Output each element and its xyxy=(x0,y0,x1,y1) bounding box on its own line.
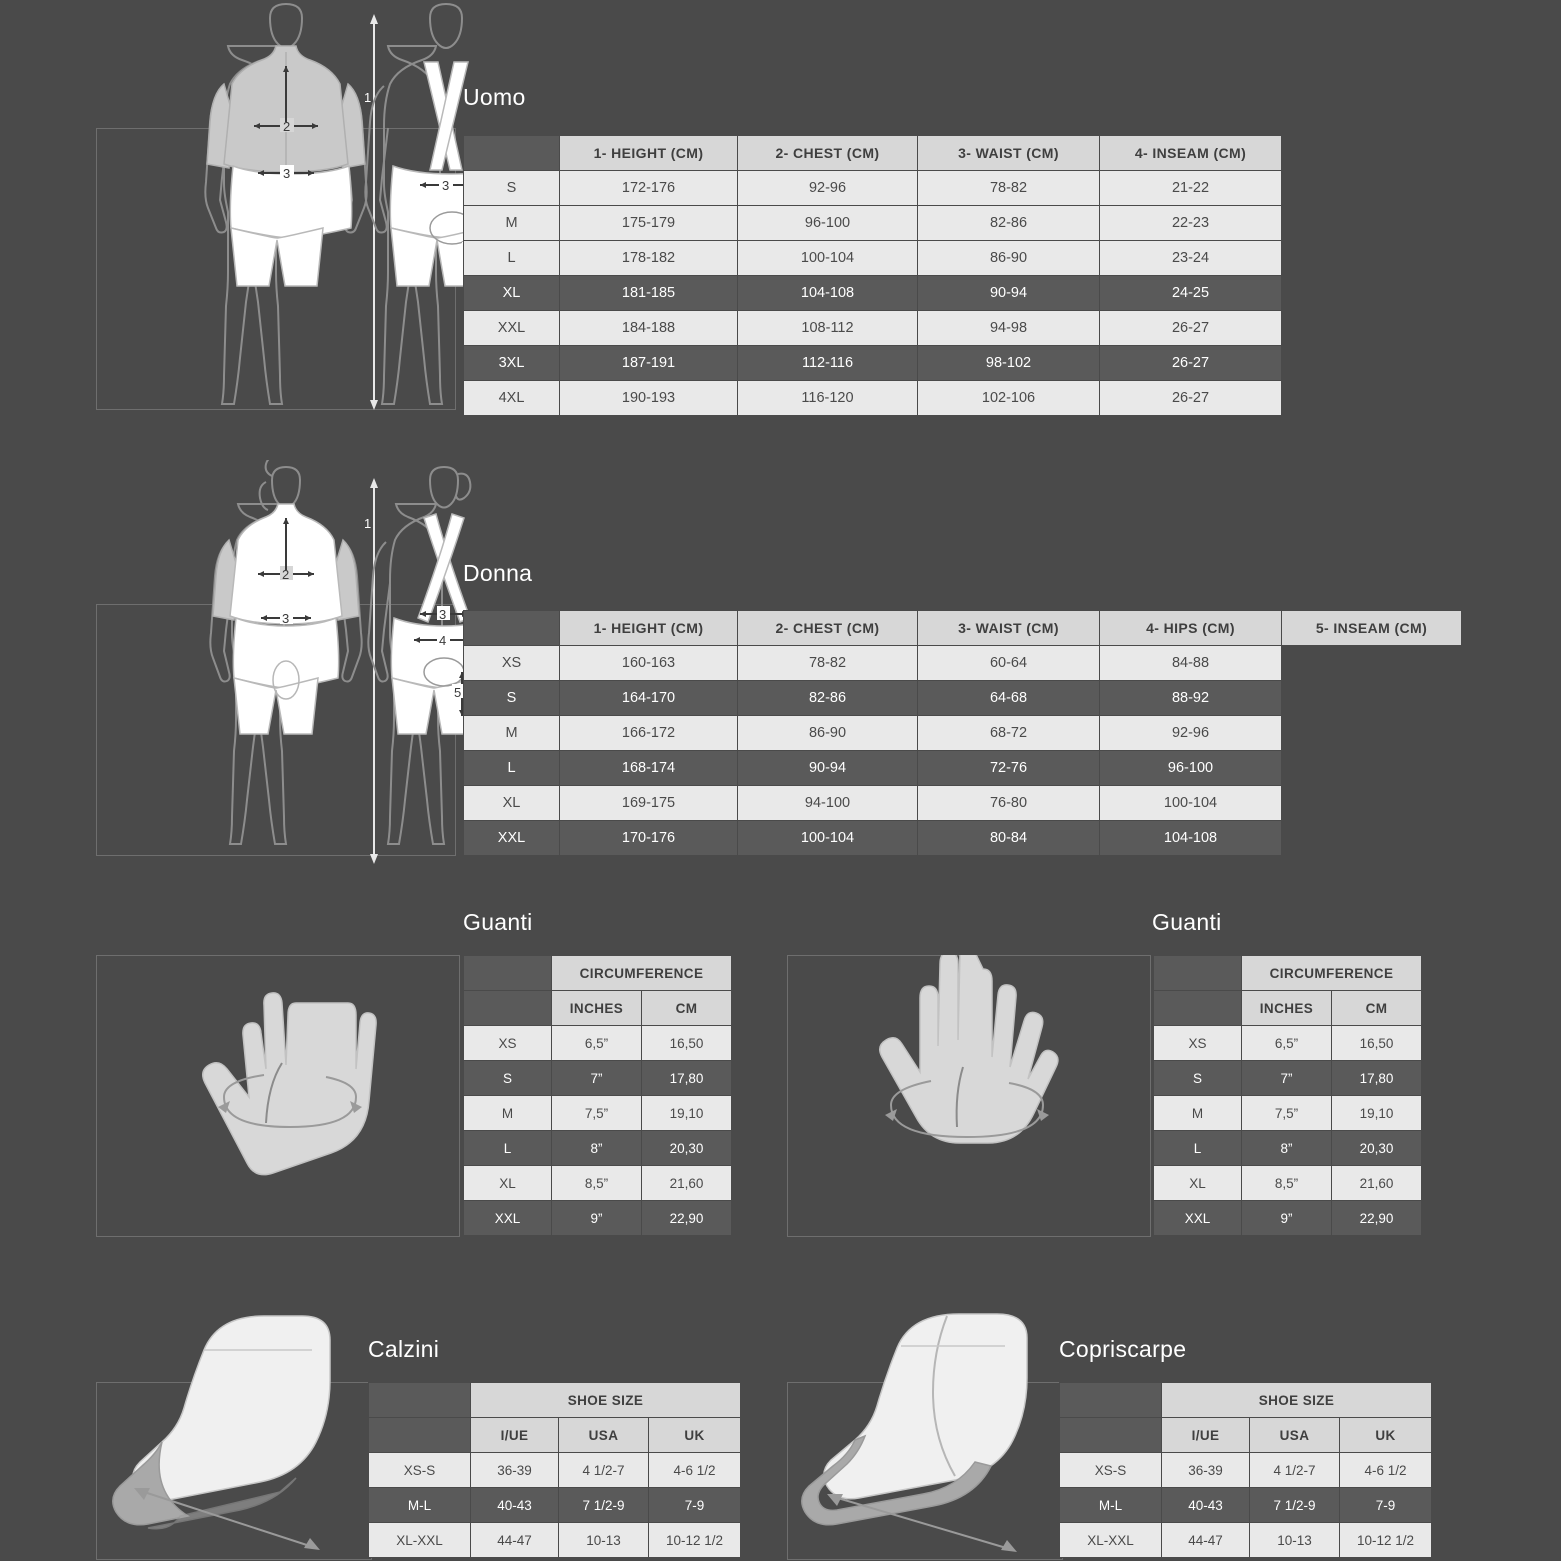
row-cell: 82-86 xyxy=(738,681,918,716)
row-size: M xyxy=(464,1096,552,1131)
row-size: L xyxy=(464,241,560,276)
row-cell: 96-100 xyxy=(738,206,918,241)
donna-figure xyxy=(96,460,496,880)
uomo-header-2: 2- CHEST (CM) xyxy=(738,136,918,171)
calzini-header-usa: USA xyxy=(559,1418,649,1453)
copriscarpe-header-iue: I/UE xyxy=(1162,1418,1250,1453)
row-cell: 22,90 xyxy=(1332,1201,1422,1236)
row-cell: 10-13 xyxy=(1250,1523,1340,1558)
row-cell: 7” xyxy=(552,1061,642,1096)
row-cell: 98-102 xyxy=(918,346,1100,381)
row-size: 4XL xyxy=(464,381,560,416)
table-row xyxy=(464,1026,732,1061)
row-size: XL xyxy=(1154,1166,1242,1201)
uomo-header-1: 1- HEIGHT (CM) xyxy=(560,136,738,171)
table-row xyxy=(369,1488,741,1523)
uomo-figure xyxy=(96,0,496,420)
guanti-right-header-cm: CM xyxy=(1332,991,1422,1026)
table-row xyxy=(464,346,1282,381)
table-row xyxy=(464,1201,732,1236)
row-cell: 22,90 xyxy=(642,1201,732,1236)
uomo-number-3: 3 xyxy=(283,166,291,181)
uomo-number-3b: 3 xyxy=(442,178,450,193)
uomo-title: Uomo xyxy=(463,84,526,110)
uomo-height-arrow xyxy=(364,14,378,410)
guanti-right-table xyxy=(1153,955,1422,1236)
row-cell: 40-43 xyxy=(1162,1488,1250,1523)
row-cell: 88-92 xyxy=(1100,681,1282,716)
row-cell: 7” xyxy=(1242,1061,1332,1096)
donna-header-1: 1- HEIGHT (CM) xyxy=(560,611,738,646)
row-cell: 21,60 xyxy=(1332,1166,1422,1201)
row-size: S xyxy=(464,171,560,206)
table-header-row xyxy=(1154,956,1422,991)
row-cell: 78-82 xyxy=(918,171,1100,206)
row-cell: 20,30 xyxy=(642,1131,732,1166)
table-row xyxy=(464,821,1462,856)
copriscarpe-corner xyxy=(1060,1383,1162,1418)
row-cell: 20,30 xyxy=(1332,1131,1422,1166)
row-cell: 8” xyxy=(552,1131,642,1166)
guanti-right-corner xyxy=(1154,956,1242,991)
glove-short-figure xyxy=(96,955,460,1237)
row-cell: 82-86 xyxy=(918,206,1100,241)
row-cell: 72-76 xyxy=(918,751,1100,786)
guanti-left-header-cm: CM xyxy=(642,991,732,1026)
row-size: XL xyxy=(464,276,560,311)
table-row xyxy=(1154,1201,1422,1236)
row-cell: 84-88 xyxy=(1100,646,1282,681)
row-cell: 6,5” xyxy=(552,1026,642,1061)
row-size: XL-XXL xyxy=(1060,1523,1162,1558)
row-cell: 26-27 xyxy=(1100,311,1282,346)
table-header-row xyxy=(464,136,1282,171)
row-size: 3XL xyxy=(464,346,560,381)
donna-header-2: 2- CHEST (CM) xyxy=(738,611,918,646)
copriscarpe-table xyxy=(1059,1382,1432,1558)
row-size: XL xyxy=(464,786,560,821)
calzini-corner-2 xyxy=(369,1418,471,1453)
table-row xyxy=(464,646,1462,681)
row-cell: 9” xyxy=(1242,1201,1332,1236)
guanti-right-group-header: CIRCUMFERENCE xyxy=(1242,956,1422,991)
table-row xyxy=(464,1131,732,1166)
row-cell: 6,5” xyxy=(1242,1026,1332,1061)
donna-number-3: 3 xyxy=(282,611,290,626)
row-cell: 92-96 xyxy=(1100,716,1282,751)
table-row xyxy=(1154,1096,1422,1131)
row-cell: 166-172 xyxy=(560,716,738,751)
row-cell: 100-104 xyxy=(1100,786,1282,821)
guanti-left-group-header: CIRCUMFERENCE xyxy=(552,956,732,991)
table-row xyxy=(464,1061,732,1096)
row-cell: 64-68 xyxy=(918,681,1100,716)
row-cell: 169-175 xyxy=(560,786,738,821)
copriscarpe-header-usa: USA xyxy=(1250,1418,1340,1453)
copriscarpe-header-uk: UK xyxy=(1340,1418,1432,1453)
guanti-left-title: Guanti xyxy=(463,909,533,935)
row-cell: 112-116 xyxy=(738,346,918,381)
table-header-row xyxy=(464,956,732,991)
row-cell: 181-185 xyxy=(560,276,738,311)
row-cell: 80-84 xyxy=(918,821,1100,856)
row-size: S xyxy=(1154,1061,1242,1096)
row-cell: 44-47 xyxy=(471,1523,559,1558)
copriscarpe-corner-2 xyxy=(1060,1418,1162,1453)
row-cell: 16,50 xyxy=(642,1026,732,1061)
row-cell: 86-90 xyxy=(738,716,918,751)
row-cell: 178-182 xyxy=(560,241,738,276)
row-cell: 8” xyxy=(1242,1131,1332,1166)
row-cell: 9” xyxy=(552,1201,642,1236)
row-cell: 36-39 xyxy=(1162,1453,1250,1488)
row-cell: 94-98 xyxy=(918,311,1100,346)
male-front-body xyxy=(205,4,366,404)
table-row xyxy=(464,786,1462,821)
row-cell: 100-104 xyxy=(738,821,918,856)
row-cell: 8,5” xyxy=(552,1166,642,1201)
row-cell: 102-106 xyxy=(918,381,1100,416)
row-cell: 7-9 xyxy=(1340,1488,1432,1523)
row-cell: 44-47 xyxy=(1162,1523,1250,1558)
shoecover-figure xyxy=(787,1300,1087,1560)
row-cell: 24-25 xyxy=(1100,276,1282,311)
table-row xyxy=(1154,1026,1422,1061)
row-cell: 164-170 xyxy=(560,681,738,716)
row-cell: 172-176 xyxy=(560,171,738,206)
row-cell: 4 1/2-7 xyxy=(559,1453,649,1488)
table-row xyxy=(369,1453,741,1488)
row-cell: 26-27 xyxy=(1100,346,1282,381)
row-cell: 4 1/2-7 xyxy=(1250,1453,1340,1488)
row-size: XS xyxy=(1154,1026,1242,1061)
guanti-left-header-inches: INCHES xyxy=(552,991,642,1026)
row-cell: 175-179 xyxy=(560,206,738,241)
copriscarpe-title: Copriscarpe xyxy=(1059,1336,1187,1362)
row-cell: 108-112 xyxy=(738,311,918,346)
row-cell: 90-94 xyxy=(918,276,1100,311)
row-size: XL xyxy=(464,1166,552,1201)
row-size: XS-S xyxy=(369,1453,471,1488)
donna-header-4: 4- HIPS (CM) xyxy=(1100,611,1282,646)
short-finger-glove-icon xyxy=(203,993,376,1175)
row-size: XXL xyxy=(464,821,560,856)
row-size: XS xyxy=(464,646,560,681)
guanti-left-corner xyxy=(464,956,552,991)
row-cell: 7-9 xyxy=(649,1488,741,1523)
row-cell: 4-6 1/2 xyxy=(1340,1453,1432,1488)
donna-number-4: 4 xyxy=(439,633,447,648)
calzini-title: Calzini xyxy=(368,1336,440,1362)
donna-title: Donna xyxy=(463,560,533,586)
guanti-right-title: Guanti xyxy=(1152,909,1222,935)
guanti-right-corner-2 xyxy=(1154,991,1242,1026)
row-size: XS-S xyxy=(1060,1453,1162,1488)
row-cell: 23-24 xyxy=(1100,241,1282,276)
row-cell: 7,5” xyxy=(1242,1096,1332,1131)
row-cell: 170-176 xyxy=(560,821,738,856)
row-cell: 17,80 xyxy=(642,1061,732,1096)
table-row xyxy=(1060,1488,1432,1523)
row-size: L xyxy=(1154,1131,1242,1166)
donna-number-2: 2 xyxy=(282,567,290,582)
row-cell: 10-13 xyxy=(559,1523,649,1558)
donna-table xyxy=(463,610,1462,856)
row-cell: 190-193 xyxy=(560,381,738,416)
row-size: S xyxy=(464,1061,552,1096)
row-cell: 104-108 xyxy=(1100,821,1282,856)
row-size: L xyxy=(464,751,560,786)
table-row xyxy=(464,381,1282,416)
row-cell: 187-191 xyxy=(560,346,738,381)
table-header-row xyxy=(369,1383,741,1418)
donna-number-1: 1 xyxy=(364,516,372,531)
row-cell: 19,10 xyxy=(642,1096,732,1131)
table-row xyxy=(1060,1453,1432,1488)
row-cell: 10-12 1/2 xyxy=(649,1523,741,1558)
copriscarpe-group-header: SHOE SIZE xyxy=(1162,1383,1432,1418)
row-cell: 168-174 xyxy=(560,751,738,786)
row-cell: 17,80 xyxy=(1332,1061,1422,1096)
table-header-row xyxy=(1060,1383,1432,1418)
table-row xyxy=(464,241,1282,276)
row-cell: 7,5” xyxy=(552,1096,642,1131)
table-subheader-row xyxy=(464,991,732,1026)
guanti-left-corner-2 xyxy=(464,991,552,1026)
calzini-table xyxy=(368,1382,741,1558)
row-cell: 116-120 xyxy=(738,381,918,416)
row-cell: 60-64 xyxy=(918,646,1100,681)
table-row xyxy=(1154,1131,1422,1166)
row-cell: 90-94 xyxy=(738,751,918,786)
row-size: XXL xyxy=(464,1201,552,1236)
row-cell: 21-22 xyxy=(1100,171,1282,206)
row-cell: 22-23 xyxy=(1100,206,1282,241)
calzini-header-uk: UK xyxy=(649,1418,741,1453)
row-cell: 92-96 xyxy=(738,171,918,206)
row-size: XL-XXL xyxy=(369,1523,471,1558)
row-cell: 94-100 xyxy=(738,786,918,821)
row-cell: 160-163 xyxy=(560,646,738,681)
row-cell: 19,10 xyxy=(1332,1096,1422,1131)
row-cell: 76-80 xyxy=(918,786,1100,821)
shoe-cover-icon xyxy=(802,1314,1027,1525)
table-row xyxy=(369,1523,741,1558)
row-cell: 184-188 xyxy=(560,311,738,346)
sock-figure xyxy=(96,1300,396,1560)
row-cell: 10-12 1/2 xyxy=(1340,1523,1432,1558)
table-row xyxy=(1154,1166,1422,1201)
table-row xyxy=(464,751,1462,786)
long-finger-glove-icon xyxy=(880,955,1058,1143)
table-row xyxy=(464,1166,732,1201)
row-cell: 96-100 xyxy=(1100,751,1282,786)
table-row xyxy=(464,1096,732,1131)
female-front-body xyxy=(210,460,361,844)
row-cell: 26-27 xyxy=(1100,381,1282,416)
table-row xyxy=(1060,1523,1432,1558)
row-size: M-L xyxy=(1060,1488,1162,1523)
row-cell: 8,5” xyxy=(1242,1166,1332,1201)
row-size: XS xyxy=(464,1026,552,1061)
row-size: M xyxy=(1154,1096,1242,1131)
table-subheader-row xyxy=(1154,991,1422,1026)
calzini-group-header: SHOE SIZE xyxy=(471,1383,741,1418)
uomo-number-1: 1 xyxy=(364,90,372,105)
table-header-row xyxy=(464,611,1462,646)
row-cell: 4-6 1/2 xyxy=(649,1453,741,1488)
row-cell: 7 1/2-9 xyxy=(559,1488,649,1523)
table-row xyxy=(464,681,1462,716)
row-size: L xyxy=(464,1131,552,1166)
uomo-header-0 xyxy=(464,136,560,171)
uomo-table xyxy=(463,135,1282,416)
glove-long-figure xyxy=(787,955,1151,1237)
uomo-header-4: 4- INSEAM (CM) xyxy=(1100,136,1282,171)
donna-header-5: 5- INSEAM (CM) xyxy=(1282,611,1462,646)
donna-header-3: 3- WAIST (CM) xyxy=(918,611,1100,646)
row-size: S xyxy=(464,681,560,716)
table-subheader-row xyxy=(1060,1418,1432,1453)
donna-header-0 xyxy=(464,611,560,646)
row-cell: 78-82 xyxy=(738,646,918,681)
row-size: XXL xyxy=(464,311,560,346)
uomo-header-3: 3- WAIST (CM) xyxy=(918,136,1100,171)
table-row xyxy=(464,716,1462,751)
donna-number-3b: 3 xyxy=(439,607,447,622)
table-subheader-row xyxy=(369,1418,741,1453)
row-cell: 16,50 xyxy=(1332,1026,1422,1061)
row-size: XXL xyxy=(1154,1201,1242,1236)
guanti-right-header-inches: INCHES xyxy=(1242,991,1332,1026)
guanti-left-table xyxy=(463,955,732,1236)
calzini-corner xyxy=(369,1383,471,1418)
row-cell: 40-43 xyxy=(471,1488,559,1523)
row-size: M xyxy=(464,716,560,751)
row-cell: 7 1/2-9 xyxy=(1250,1488,1340,1523)
table-row xyxy=(464,276,1282,311)
row-cell: 68-72 xyxy=(918,716,1100,751)
donna-number-5: 5 xyxy=(454,685,462,700)
table-row xyxy=(464,206,1282,241)
row-cell: 21,60 xyxy=(642,1166,732,1201)
table-row xyxy=(464,171,1282,206)
row-cell: 104-108 xyxy=(738,276,918,311)
row-cell: 36-39 xyxy=(471,1453,559,1488)
calzini-header-iue: I/UE xyxy=(471,1418,559,1453)
table-row xyxy=(464,311,1282,346)
uomo-number-2: 2 xyxy=(283,119,291,134)
row-size: M-L xyxy=(369,1488,471,1523)
table-row xyxy=(1154,1061,1422,1096)
row-cell: 100-104 xyxy=(738,241,918,276)
row-size: M xyxy=(464,206,560,241)
row-cell: 86-90 xyxy=(918,241,1100,276)
